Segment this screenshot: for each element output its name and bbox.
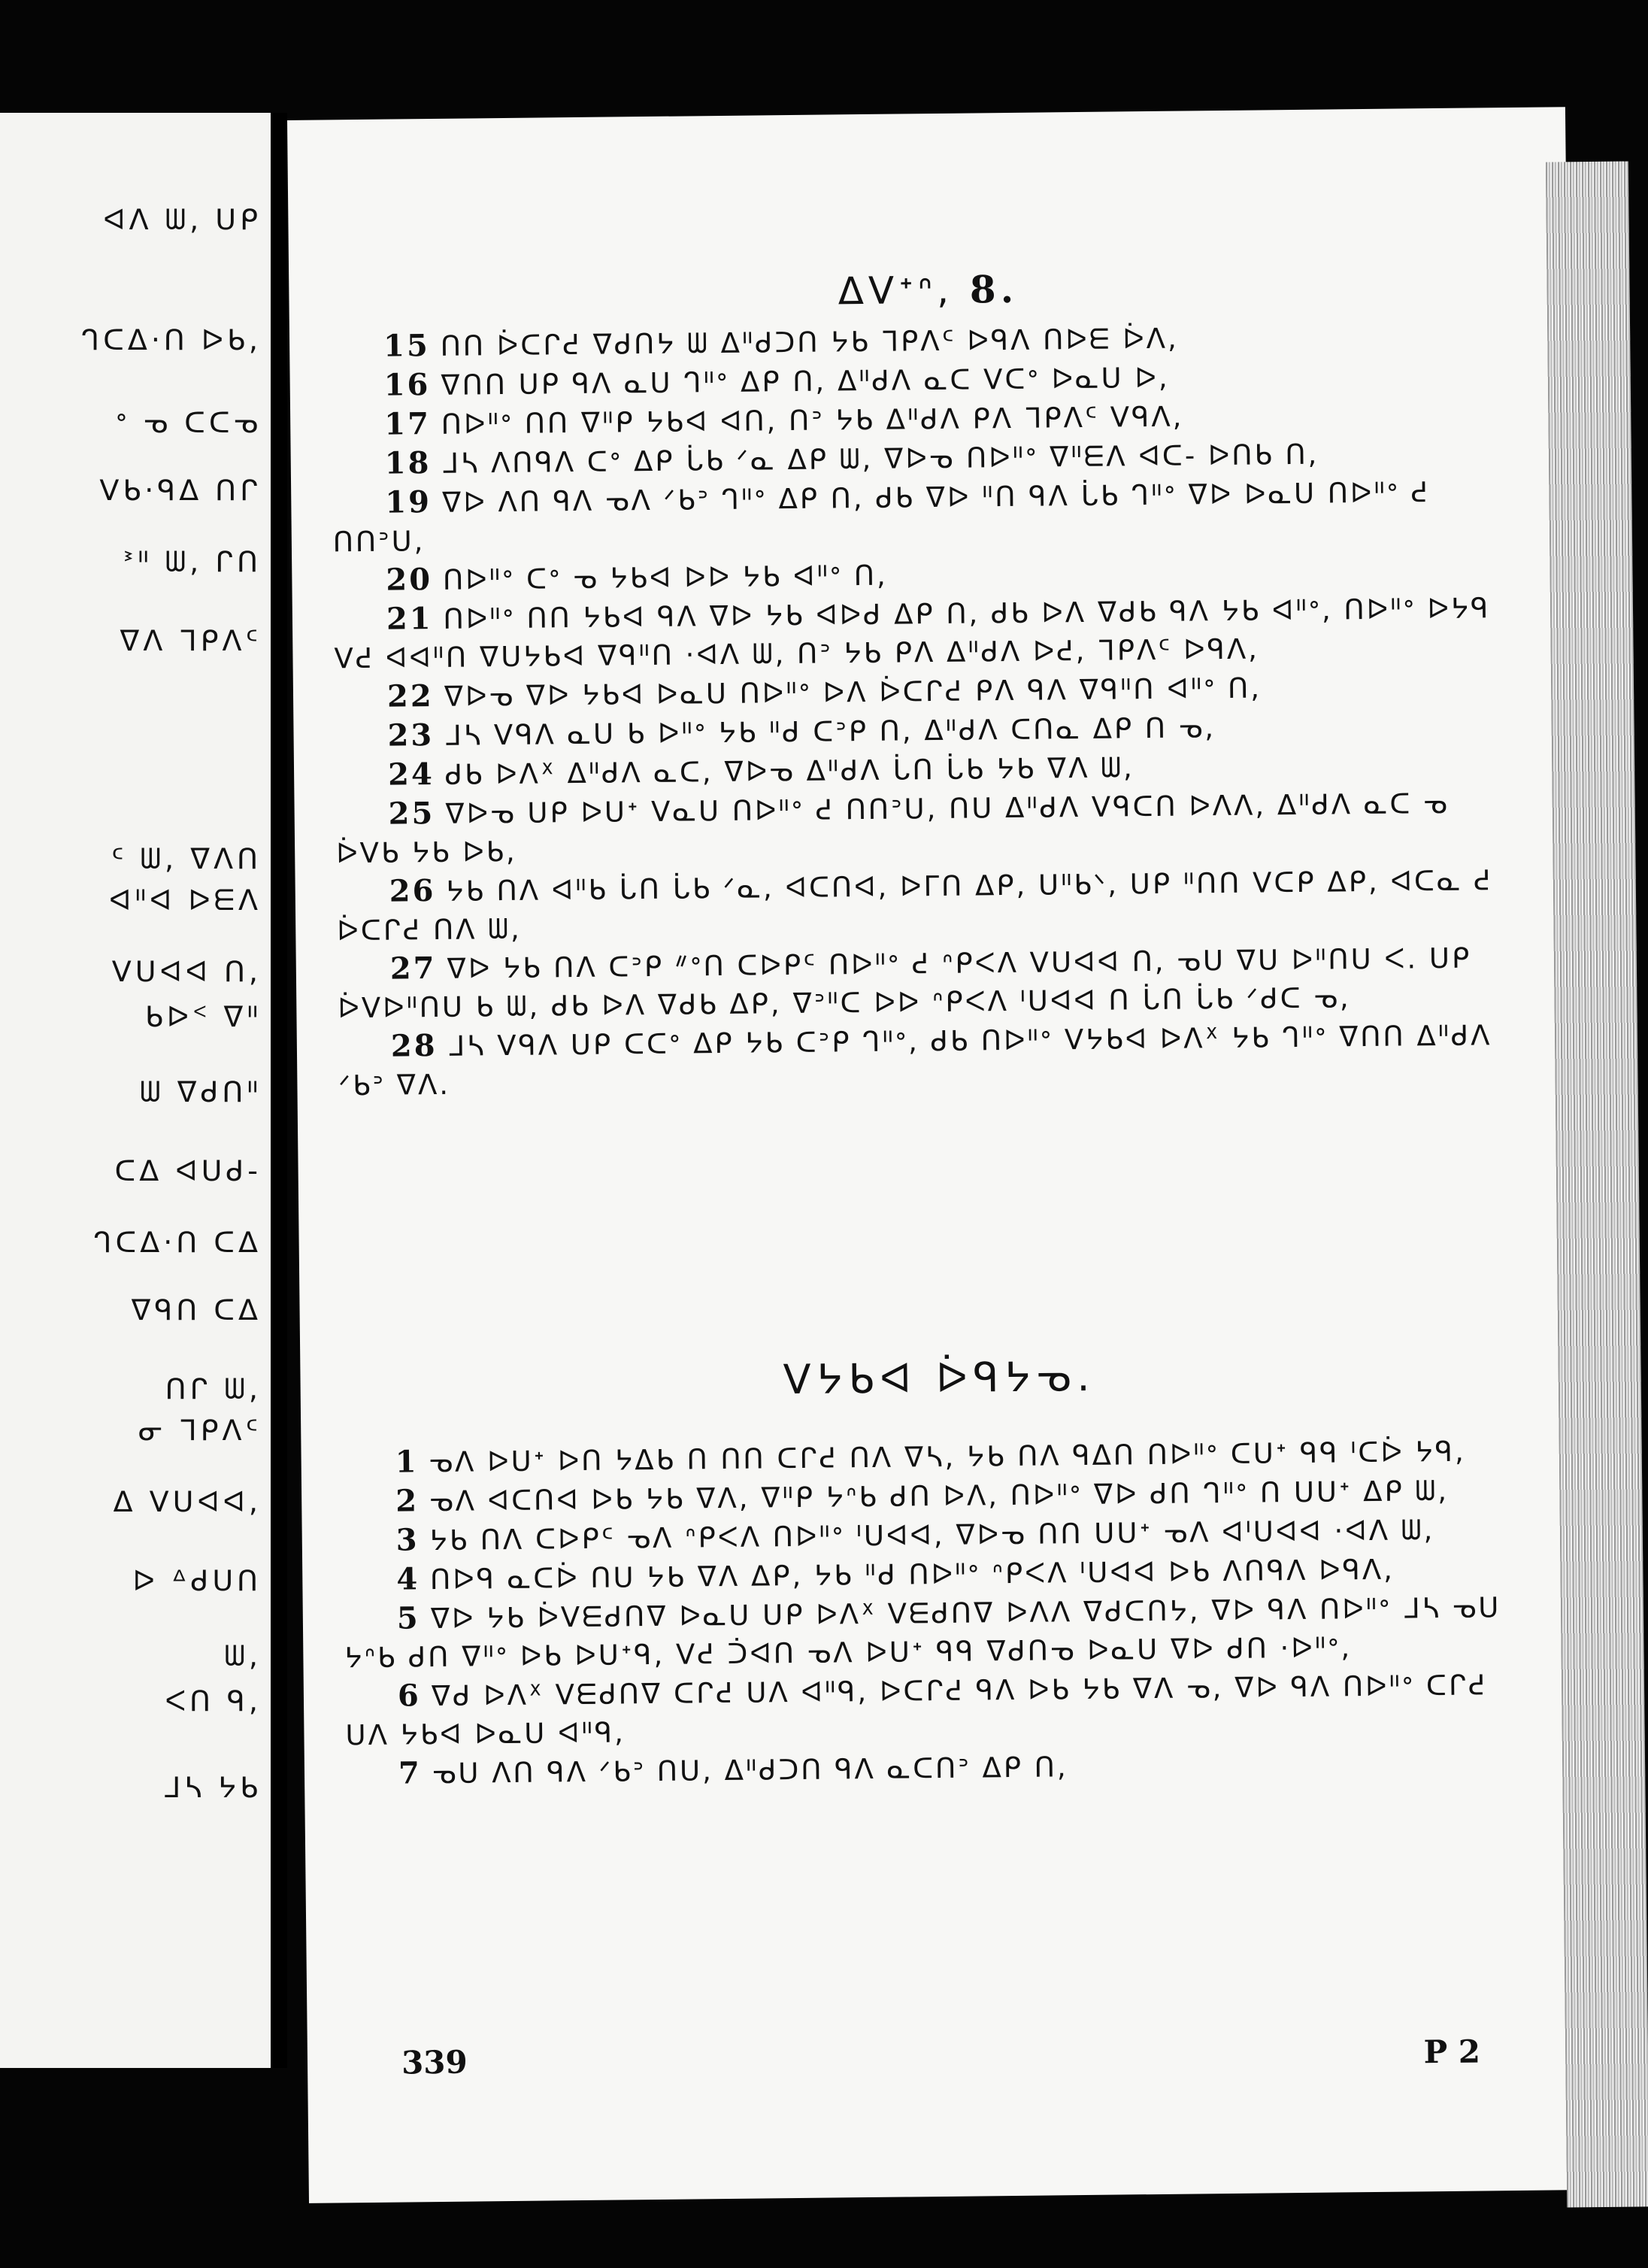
- left-page-line-fragment: ᑲᐅᑉ ᐁᐦ: [144, 1000, 262, 1033]
- verse-text: ᔭᑲ ᑎᐱ ᐊᐦᑲ ᒑᑎ ᒑᑲ ᐟᓇ, ᐊᑕᑎᐊ, ᐅᒥᑎ ᐃᑭ, ᑌᐦᑲᐠ, ᑌᑭ ᐦᑎᑎ ᐯᑕᑭ ᐃᑭ, ᐊᑕᓇ ᕍ ᐆᑕᒋᕍ ᑎᐱ ᗯ,: [337, 864, 1493, 948]
- verse-text: ᐁᐅ ᔭᑲ ᑎᐱ ᑕᐣᑭ ᐥᐤᑎ ᑕᐅᑭᑦ ᑎᐅᐦᐤ ᕍ ᐢᑭᐸᐱ ᐯᑌᐊᐊ ᑎ, ᓀᑌ ᐁᑌ ᐅᐦᑎᑌ ᐸ. ᑌᑭ ᐆᐯᐅᐦᑎᑌ ᑲ ᗯ, ᑯᑲ ᐅᐱ ᐁᑯᑲ ᐃᑭ, ᐁᐣᐦᑕ ᐅᐅ ᐢᑭᐸᐱ ᑊᑌᐊᐊ ᑎ ᒑᑎ ᒑᑲ ᐟᑯᑕ ᓀ,: [338, 941, 1472, 1025]
- verse-text: ᐁᐅ ᔭᑲ ᐆᐯᗴᑯᑎᐁ ᐅᓇᑌ ᑌᑭ ᐅᐱᕽ ᐯᗴᑯᑎᐁ ᐅᐱᐱ ᐁᑯᑕᑎᔭ, ᐁᐅ ᑫᐱ ᑎᐅᐦᐤ ᒧᓴ ᓀᑌ ᔭᐢᑲ ᑯᑎ ᐁᐦᐤ ᐅᑲ ᐅᑌᐩᑫ, ᐯᕍ ᑑᐊᑎ ᓀᐱ ᐅᑌᐩ ᑫᑫ ᐁᑯᑎᓀ ᐅᓇᑌ ᐁᐅ ᑯᑎ ·ᐅᐦᐤ,: [344, 1591, 1501, 1675]
- verse-number: 4: [396, 1561, 420, 1597]
- left-page-line-fragment: ᗯ ᐁᑯᑎᐦ: [140, 1075, 262, 1108]
- verse: [338, 1015, 1504, 1105]
- left-page-line-fragment: ᐯᑲ·ᑫᐃ ᑎᒋ: [99, 474, 262, 507]
- left-page: [0, 113, 271, 2068]
- verse-number: 28: [390, 1027, 438, 1064]
- right-page: [287, 107, 1587, 2203]
- verse-text: ᔭᑲ ᑎᐱ ᑕᐅᑭᑦ ᓀᐱ ᐢᑭᐸᐱ ᑎᐅᐦᐤ ᑊᑌᐊᐊ, ᐁᐅᓀ ᑎᑎ ᑌᑌᐩ ᓀᐱ ᐊᑊᑌᐊᐊ ·ᐊᐱ ᗯ,: [429, 1514, 1435, 1557]
- left-page-line-fragment: ᐃ ᐯᑌᐊᐊ,: [113, 1485, 262, 1518]
- verse-number: 15: [383, 328, 431, 364]
- verse-number: 3: [395, 1522, 420, 1558]
- verse-number: 26: [389, 872, 436, 909]
- verse-number: 20: [386, 562, 433, 598]
- chapter-heading-label: ᐃᐯᐩᐢ,: [838, 268, 954, 314]
- verse: [334, 588, 1500, 678]
- verse-text: ᑎᐅᑫ ᓇᑕᐆ ᑎᑌ ᔭᑲ ᐁᐱ ᐃᑭ, ᔭᑲ ᐦᑯ ᑎᐅᐦᐤ ᐢᑭᐸᐱ ᑊᑌᐊᐊ ᐅᑲ ᐱᑎᑫᐱ ᐅᑫᐱ,: [429, 1553, 1395, 1596]
- left-page-line-fragment: ᐁᐱ ᒣᑭᐱᑦ: [120, 624, 262, 657]
- chapter-heading-number: 8.: [969, 266, 1019, 312]
- signature-mark: P 2: [1423, 2033, 1481, 2071]
- verse-text: ᐁᐅ ᐱᑎ ᑫᐱ ᓀᐱ ᐟᑲᐣ ᒉᐦᐤ ᐃᑭ ᑎ, ᑯᑲ ᐁᐅ ᐦᑎ ᑫᐱ ᒑᑲ ᒉᐦᐤ ᐁᐅ ᐅᓇᑌ ᑎᐅᐦᐤ ᕍ ᑎᑎᐣᑌ,: [332, 476, 1431, 559]
- verse-number: 2: [395, 1483, 420, 1519]
- verse-text: ᓀᑌ ᐱᑎ ᑫᐱ ᐟᑲᐣ ᑎᑌ, ᐃᐦᑯᑐᑎ ᑫᐱ ᓇᑕᑎᐣ ᐃᑭ ᑎ,: [432, 1751, 1068, 1790]
- verse-text: ᓀᐱ ᐊᑕᑎᐊ ᐅᑲ ᔭᑲ ᐁᐱ, ᐁᐦᑭ ᔭᐢᑲ ᑯᑎ ᐅᐱ, ᑎᐅᐦᐤ ᐁᐅ ᑯᑎ ᒉᐦᐤ ᑎ ᑌᑌᐩ ᐃᑭ ᗯ,: [429, 1474, 1450, 1518]
- verse-text: ᑎᐅᐦᐤ ᑕᐤ ᓀ ᔭᑲᐊ ᐅᐅ ᔭᑲ ᐊᐦᐤ ᑎ,: [442, 559, 888, 596]
- verse: [336, 860, 1502, 950]
- left-page-line-fragment: ᑦ ᗯ, ᐁᐱᑎ: [111, 842, 262, 875]
- verse-number: 17: [383, 406, 432, 442]
- verse-text: ᑎᐅᐦᐤ ᑎᑎ ᐁᐦᑭ ᔭᑲᐊ ᐊᑎ, ᑎᐣ ᔭᑲ ᐃᐦᑯᐱ ᑭᐱ ᒣᑭᐱᑦ ᐯᑫᐱ,: [441, 400, 1184, 441]
- page-number: 339: [401, 2043, 468, 2082]
- left-page-line-fragment: ᐊᐦᐊ ᐅᗴᐱ: [109, 884, 262, 917]
- verse: [344, 1587, 1510, 1677]
- verse: [332, 471, 1498, 561]
- left-page-line-fragment: ᐁᑫᑎ ᑕᐃ: [131, 1293, 262, 1327]
- verse: [338, 938, 1504, 1027]
- verse-text: ᐁᑯ ᐅᐱᕽ ᐯᗴᑯᑎᐁ ᑕᒋᕍ ᑌᐱ ᐊᐦᑫ, ᐅᑕᒋᕍ ᑫᐱ ᐅᑲ ᔭᑲ ᐁᐱ ᓀ, ᐁᐅ ᑫᐱ ᑎᐅᐦᐤ ᑕᒋᕍ ᑌᐱ ᔭᑲᐊ ᐅᓇᑌ ᐊᐦᑫ,: [345, 1669, 1488, 1752]
- left-page-line-fragment: ᐤ ᓀ ᑕᑕᓀ: [115, 406, 262, 439]
- left-page-line-fragment: ᒉᑕᐃ·ᑎ ᑕᐃ: [93, 1226, 262, 1259]
- verse-number: 23: [387, 717, 435, 753]
- left-page-line-fragment: ᑕᐃ ᐊᑌᑯ-: [114, 1154, 262, 1187]
- left-page-line-fragment: ᑎᒋ ᗯ,: [165, 1372, 262, 1405]
- verse-text: ᒧᓴ ᐯᑫᐱ ᓇᑌ ᑲ ᐅᐦᐤ ᔭᑲ ᐦᑯ ᑕᐣᑭ ᑎ, ᐃᐦᑯᐱ ᑕᑎᓇ ᐃᑭ ᑎ ᓀ,: [444, 711, 1216, 752]
- verse-number: 7: [398, 1755, 423, 1791]
- verse-number: 16: [383, 367, 431, 403]
- left-page-line-fragment: ᕑᐦ ᗯ, ᒋᑎ: [123, 545, 262, 578]
- verse-text: ᑯᑲ ᐅᐱᕽ ᐃᐦᑯᐱ ᓇᑕ, ᐁᐅᓀ ᐃᐦᑯᐱ ᒑᑎ ᒑᑲ ᔭᑲ ᐁᐱ ᗯ,: [444, 751, 1135, 791]
- verse-number: 27: [389, 950, 437, 987]
- left-page-line-fragment: ᓂ ᒣᑭᐱᑦ: [138, 1414, 262, 1447]
- verses-bottom: [342, 1431, 1511, 1793]
- verse-text: ᐁᐅᓀ ᐁᐅ ᔭᑲᐊ ᐅᓇᑌ ᑎᐅᐦᐤ ᐅᐱ ᐆᑕᒋᕍ ᑭᐱ ᑫᐱ ᐁᑫᐦᑎ ᐊᐦᐤ ᑎ,: [444, 672, 1262, 713]
- verse-number: 1: [395, 1444, 419, 1480]
- verse-number: 5: [396, 1600, 420, 1636]
- section-title: ᐯᔭᑲᐊ ᐆᑫᔭᓀ.: [783, 1352, 1096, 1404]
- verse-text: ᑎᐅᐦᐤ ᑎᑎ ᔭᑲᐊ ᑫᐱ ᐁᐅ ᔭᑲ ᐊᐅᑯ ᐃᑭ ᑎ, ᑯᑲ ᐅᐱ ᐁᑯᑲ ᑫᐱ ᔭᑲ ᐊᐦᐤ, ᑎᐅᐦᐤ ᐅᔭᑫ ᐯᕍ ᐊᐊᐦᑎ ᐁᑌᔭᑲᐊ ᐁᑫᐦᑎ ·ᐊᐱ ᗯ, ᑎᐣ ᔭᑲ ᑭᐱ ᐃᐦᑯᐱ ᐅᕍ, ᒣᑭᐱᑦ ᐅᑫᐱ,: [334, 592, 1491, 675]
- verse: [335, 783, 1501, 872]
- left-page-line-fragment: ᒧᓴ ᔭᑲ: [163, 1771, 262, 1804]
- left-page-line-fragment: ᐸᑎ ᑫ,: [165, 1684, 262, 1718]
- verse-number: 6: [397, 1678, 422, 1714]
- verse-number: 19: [385, 484, 432, 520]
- chapter-heading: [289, 261, 1568, 319]
- verse-text: ᓀᐱ ᐅᑌᐩ ᐅᑎ ᔭᐃᑲ ᑎ ᑎᑎ ᑕᒋᕍ ᑎᐱ ᐁᓴ, ᔭᑲ ᑎᐱ ᑫᐃᑎ ᑎᐅᐦᐤ ᑕᑌᐩ ᑫᑫ ᑊᑕᐆ ᔭᑫ,: [429, 1435, 1466, 1479]
- verse-number: 25: [388, 795, 435, 832]
- verse-text: ᐁᐅᓀ ᑌᑭ ᐅᑌᐩ ᐯᓇᑌ ᑎᐅᐦᐤ ᕍ ᑎᑎᐣᑌ, ᑎᑌ ᐃᐦᑯᐱ ᐯᑫᑕᑎ ᐅᐱᐱ, ᐃᐦᑯᐱ ᓇᑕ ᓀ ᐆᐯᑲ ᔭᑲ ᐅᑲ,: [335, 787, 1450, 870]
- left-page-line-fragment: ᐅ ᐞᑯᑌᑎ: [132, 1564, 262, 1597]
- verse: [345, 1665, 1511, 1754]
- left-page-line-fragment: ᐊᐱ ᗯ, ᑌᑭ: [103, 203, 262, 236]
- verse-text: ᑎᑎ ᐆᑕᒋᕍ ᐁᑯᑎᔭ ᗯ ᐃᐦᑯᑐᑎ ᔭᑲ ᒣᑭᐱᑦ ᐅᑫᐱ ᑎᐅᗴ ᐆᐱ,: [440, 322, 1179, 362]
- verse-number: 21: [386, 601, 433, 637]
- left-page-line-fragment: ᐯᑌᐊᐊ ᑎ,: [111, 955, 262, 988]
- verse-text: ᐁᑎᑎ ᑌᑭ ᑫᐱ ᓇᑌ ᒉᐦᐤ ᐃᑭ ᑎ, ᐃᐦᑯᐱ ᓇᑕ ᐯᑕᐤ ᐅᓇᑌ ᐅ,: [441, 361, 1170, 402]
- left-page-line-fragment: ᗯ,: [224, 1639, 262, 1672]
- verse-text: ᒧᓴ ᐯᑫᐱ ᑌᑭ ᑕᑕᐤ ᐃᑭ ᔭᑲ ᑕᐣᑭ ᒉᐦᐤ, ᑯᑲ ᑎᐅᐦᐤ ᐯᔭᑲᐊ ᐅᐱᕽ ᔭᑲ ᒉᐦᐤ ᐁᑎᑎ ᐃᐦᑯᐱ ᐟᑲᐣ ᐁᐱ.: [338, 1019, 1492, 1102]
- verse-text: ᒧᓴ ᐱᑎᑫᐱ ᑕᐤ ᐃᑭ ᒑᑲ ᐟᓇ ᐃᑭ ᗯ, ᐁᐅᓀ ᑎᐅᐦᐤ ᐁᐦᗴᐱ ᐊᑕ- ᐅᑎᑲ ᑎ,: [441, 438, 1319, 480]
- left-page-line-fragment: ᒉᑕᐃ·ᑎ ᐅᑲ,: [81, 323, 262, 356]
- verse-number: 18: [384, 445, 432, 481]
- verses-top: [331, 315, 1504, 1105]
- book-gutter: [271, 113, 287, 2068]
- verse-number: 24: [387, 756, 435, 793]
- verse-number: 22: [386, 678, 434, 714]
